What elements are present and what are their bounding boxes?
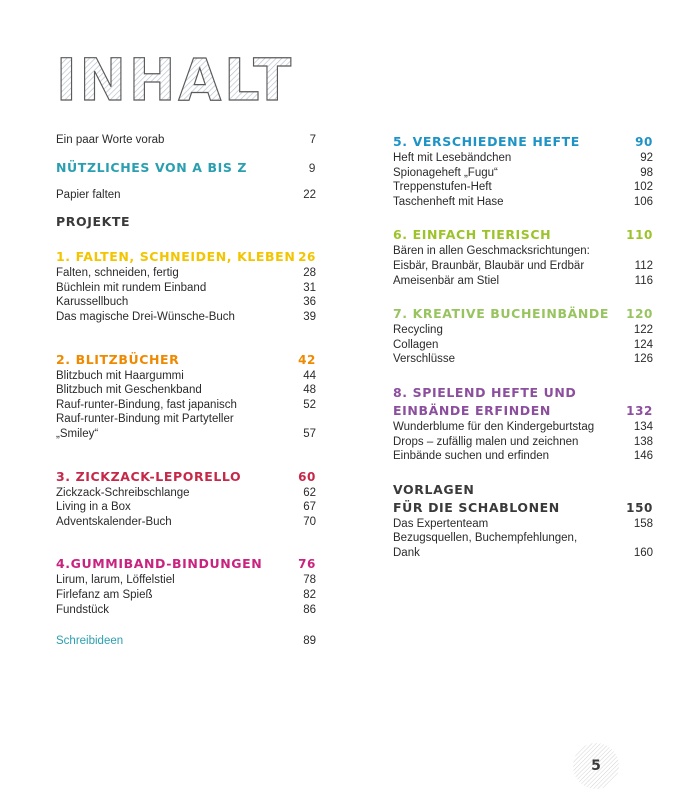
section-page: 110 — [626, 228, 653, 243]
entry-label: Das magische Drei-Wünsche-Buch — [56, 310, 235, 323]
entry-page: 160 — [633, 546, 653, 559]
section-heading-vorlagen-line2[interactable] — [393, 499, 653, 517]
section-title: 3. ZICKZACK-LEPORELLO — [56, 468, 242, 484]
entry-label: Treppenstufen-Heft — [393, 181, 492, 194]
section-title: 6. EINFACH TIERISCH — [393, 227, 552, 243]
entry-label: Taschenheft mit Hase — [393, 195, 504, 208]
entry-page: 44 — [303, 369, 316, 382]
entry-page: 116 — [634, 274, 653, 287]
toc-entry[interactable] — [393, 259, 653, 274]
section-page: 26 — [298, 250, 316, 265]
toc-entry-papier-falten[interactable] — [56, 188, 316, 203]
entry-page: 126 — [633, 353, 653, 366]
entry-label: Das Expertenteam — [393, 517, 489, 530]
entry-label: Spionageheft „Fugu“ — [393, 166, 498, 179]
section-page: 76 — [298, 557, 316, 572]
toc-entry[interactable] — [393, 244, 653, 259]
entry-label: Dank — [393, 546, 420, 559]
section-title: 8. SPIELEND HEFTE UND — [393, 384, 577, 400]
entry-page: 28 — [303, 267, 316, 280]
toc-entry[interactable] — [393, 151, 653, 166]
entry-label: Falten, schneiden, fertig — [56, 267, 179, 280]
entry-page: 122 — [633, 324, 653, 337]
section-heading-1[interactable] — [56, 248, 316, 266]
toc-entry[interactable] — [393, 531, 653, 546]
section-heading-5[interactable] — [393, 133, 653, 151]
toc-entry[interactable] — [393, 435, 653, 450]
section-title: 7. KREATIVE BUCHEINBÄNDE — [393, 306, 610, 322]
toc-entry[interactable] — [56, 588, 316, 603]
toc-entry[interactable] — [393, 338, 653, 353]
entry-label: Wunderblume für den Kindergeburtstag — [393, 420, 595, 433]
toc-entry[interactable] — [393, 546, 653, 561]
toc-right-column — [393, 133, 653, 561]
toc-entry[interactable] — [393, 195, 653, 210]
entry-page: 82 — [303, 588, 316, 601]
entry-page: 48 — [303, 384, 316, 397]
section-page: 120 — [626, 307, 653, 322]
toc-entry[interactable] — [393, 323, 653, 338]
section-title: VORLAGEN — [393, 481, 475, 497]
section-title: EINBÄNDE ERFINDEN — [393, 402, 551, 418]
entry-label: „Smiley“ — [56, 427, 99, 440]
section-page: 42 — [298, 352, 316, 367]
toc-entry[interactable] — [393, 274, 653, 289]
entry-label: Fundstück — [56, 603, 110, 616]
section-heading-7[interactable] — [393, 305, 653, 323]
entry-page: 52 — [303, 398, 316, 411]
section-page: 9 — [308, 160, 316, 175]
entry-page: 36 — [303, 296, 316, 309]
entry-page: 7 — [309, 134, 316, 146]
entry-page: 124 — [633, 338, 653, 351]
entry-label: Lirum, larum, Löffelstiel — [56, 574, 175, 587]
section-heading-8-line2[interactable] — [393, 402, 653, 420]
section-title: 1. FALTEN, SCHNEIDEN, KLEBEN — [56, 249, 296, 265]
toc-entry[interactable] — [393, 517, 653, 532]
section-title: 4.GUMMIBAND-BINDUNGEN — [56, 556, 263, 572]
section-heading-4[interactable] — [56, 555, 316, 573]
entry-label: Rauf-runter-Bindung mit Partyteller — [56, 413, 234, 426]
toc-entry[interactable] — [56, 383, 316, 398]
entry-label: Living in a Box — [56, 501, 131, 514]
entry-page: 134 — [633, 420, 653, 433]
entry-label: Ein paar Worte vorab — [56, 134, 165, 146]
entry-label: Einbände suchen und erfinden — [393, 450, 550, 463]
toc-entry[interactable] — [56, 281, 316, 296]
toc-entry[interactable] — [56, 500, 316, 515]
entry-page: 22 — [303, 188, 316, 201]
entry-page: 39 — [303, 310, 316, 323]
toc-entry[interactable] — [56, 266, 316, 281]
toc-entry-intro[interactable] — [56, 133, 316, 148]
entry-label: Schreibideen — [56, 635, 124, 648]
toc-entry-schreibideen[interactable] — [56, 634, 316, 649]
entry-page: 62 — [303, 486, 316, 499]
entry-label: Verschlüsse — [393, 353, 456, 366]
entry-label: Eisbär, Braunbär, Blaubär und Erdbär — [393, 259, 585, 272]
entry-page: 57 — [303, 427, 316, 440]
toc-left-column — [56, 133, 316, 649]
section-page: 60 — [298, 469, 316, 484]
section-title: FÜR DIE SCHABLONEN — [393, 499, 560, 515]
entry-label: Bezugsquellen, Buchempfehlungen, — [393, 532, 578, 545]
title-text: INHALT — [56, 46, 294, 110]
entry-label: Heft mit Lesebändchen — [393, 152, 512, 164]
section-heading-projekte — [56, 213, 316, 231]
entry-page: 70 — [303, 515, 316, 528]
toc-entry[interactable] — [56, 412, 316, 427]
toc-entry[interactable] — [393, 352, 653, 367]
entry-page: 78 — [303, 574, 316, 587]
section-title: NÜTZLICHES VON A BIS Z — [56, 159, 248, 175]
toc-entry[interactable] — [56, 427, 316, 442]
toc-entry[interactable] — [393, 166, 653, 181]
entry-page: 138 — [633, 435, 653, 448]
section-heading-2[interactable] — [56, 351, 316, 369]
entry-page: 106 — [633, 195, 653, 208]
section-page: 150 — [626, 500, 653, 515]
page-number: 5 — [591, 758, 601, 774]
entry-page: 112 — [634, 259, 653, 272]
entry-label: Collagen — [393, 338, 439, 351]
entry-page: 158 — [633, 517, 653, 530]
toc-entry[interactable] — [393, 180, 653, 195]
entry-label: Recycling — [393, 324, 443, 337]
toc-entry[interactable] — [56, 573, 316, 588]
entry-label: Karussellbuch — [56, 296, 129, 309]
section-heading-nuetzliches[interactable] — [56, 159, 316, 177]
section-page: 90 — [635, 135, 653, 149]
entry-page: 86 — [303, 603, 316, 616]
section-heading-vorlagen-line1[interactable] — [393, 481, 653, 499]
section-title: PROJEKTE — [56, 214, 131, 230]
entry-page: 98 — [640, 166, 653, 179]
entry-label: Büchlein mit rundem Einband — [56, 281, 207, 294]
section-title: 2. BLITZBÜCHER — [56, 351, 180, 367]
entry-page: 92 — [640, 152, 653, 164]
toc-entry[interactable] — [56, 398, 316, 413]
entry-label: Zickzack-Schreibschlange — [56, 486, 190, 499]
toc-entry[interactable] — [56, 603, 316, 618]
entry-label: Rauf-runter-Bindung, fast japanisch — [56, 398, 237, 411]
entry-label: Adventskalender-Buch — [56, 515, 172, 528]
entry-label: Drops – zufällig malen und zeichnen — [393, 435, 579, 448]
page-number-badge — [572, 742, 620, 790]
section-page: 132 — [626, 403, 653, 418]
entry-label: Ameisenbär am Stiel — [393, 274, 500, 287]
entry-page: 102 — [633, 181, 653, 194]
toc-entry[interactable] — [56, 515, 316, 530]
entry-page: 67 — [303, 501, 316, 514]
section-title: 5. VERSCHIEDENE HEFTE — [393, 134, 580, 149]
entry-label: Firlefanz am Spieß — [56, 588, 153, 601]
toc-entry[interactable] — [393, 420, 653, 435]
title-inhalt — [56, 46, 306, 110]
entry-page: 146 — [633, 450, 653, 463]
section-heading-8-line1[interactable] — [393, 384, 653, 402]
section-heading-3[interactable] — [56, 468, 316, 486]
toc-entry[interactable] — [393, 449, 653, 464]
entry-label: Papier falten — [56, 188, 121, 201]
toc-entry[interactable] — [56, 295, 316, 310]
section-heading-6[interactable] — [393, 226, 653, 244]
toc-entry[interactable] — [56, 369, 316, 384]
toc-entry[interactable] — [56, 310, 316, 325]
entry-page: 89 — [303, 635, 316, 648]
entry-page: 31 — [303, 281, 316, 294]
entry-label: Blitzbuch mit Geschenkband — [56, 384, 202, 397]
entry-label: Bären in allen Geschmacksrichtungen: — [393, 245, 590, 258]
toc-entry[interactable] — [56, 486, 316, 501]
entry-label: Blitzbuch mit Haargummi — [56, 369, 184, 382]
